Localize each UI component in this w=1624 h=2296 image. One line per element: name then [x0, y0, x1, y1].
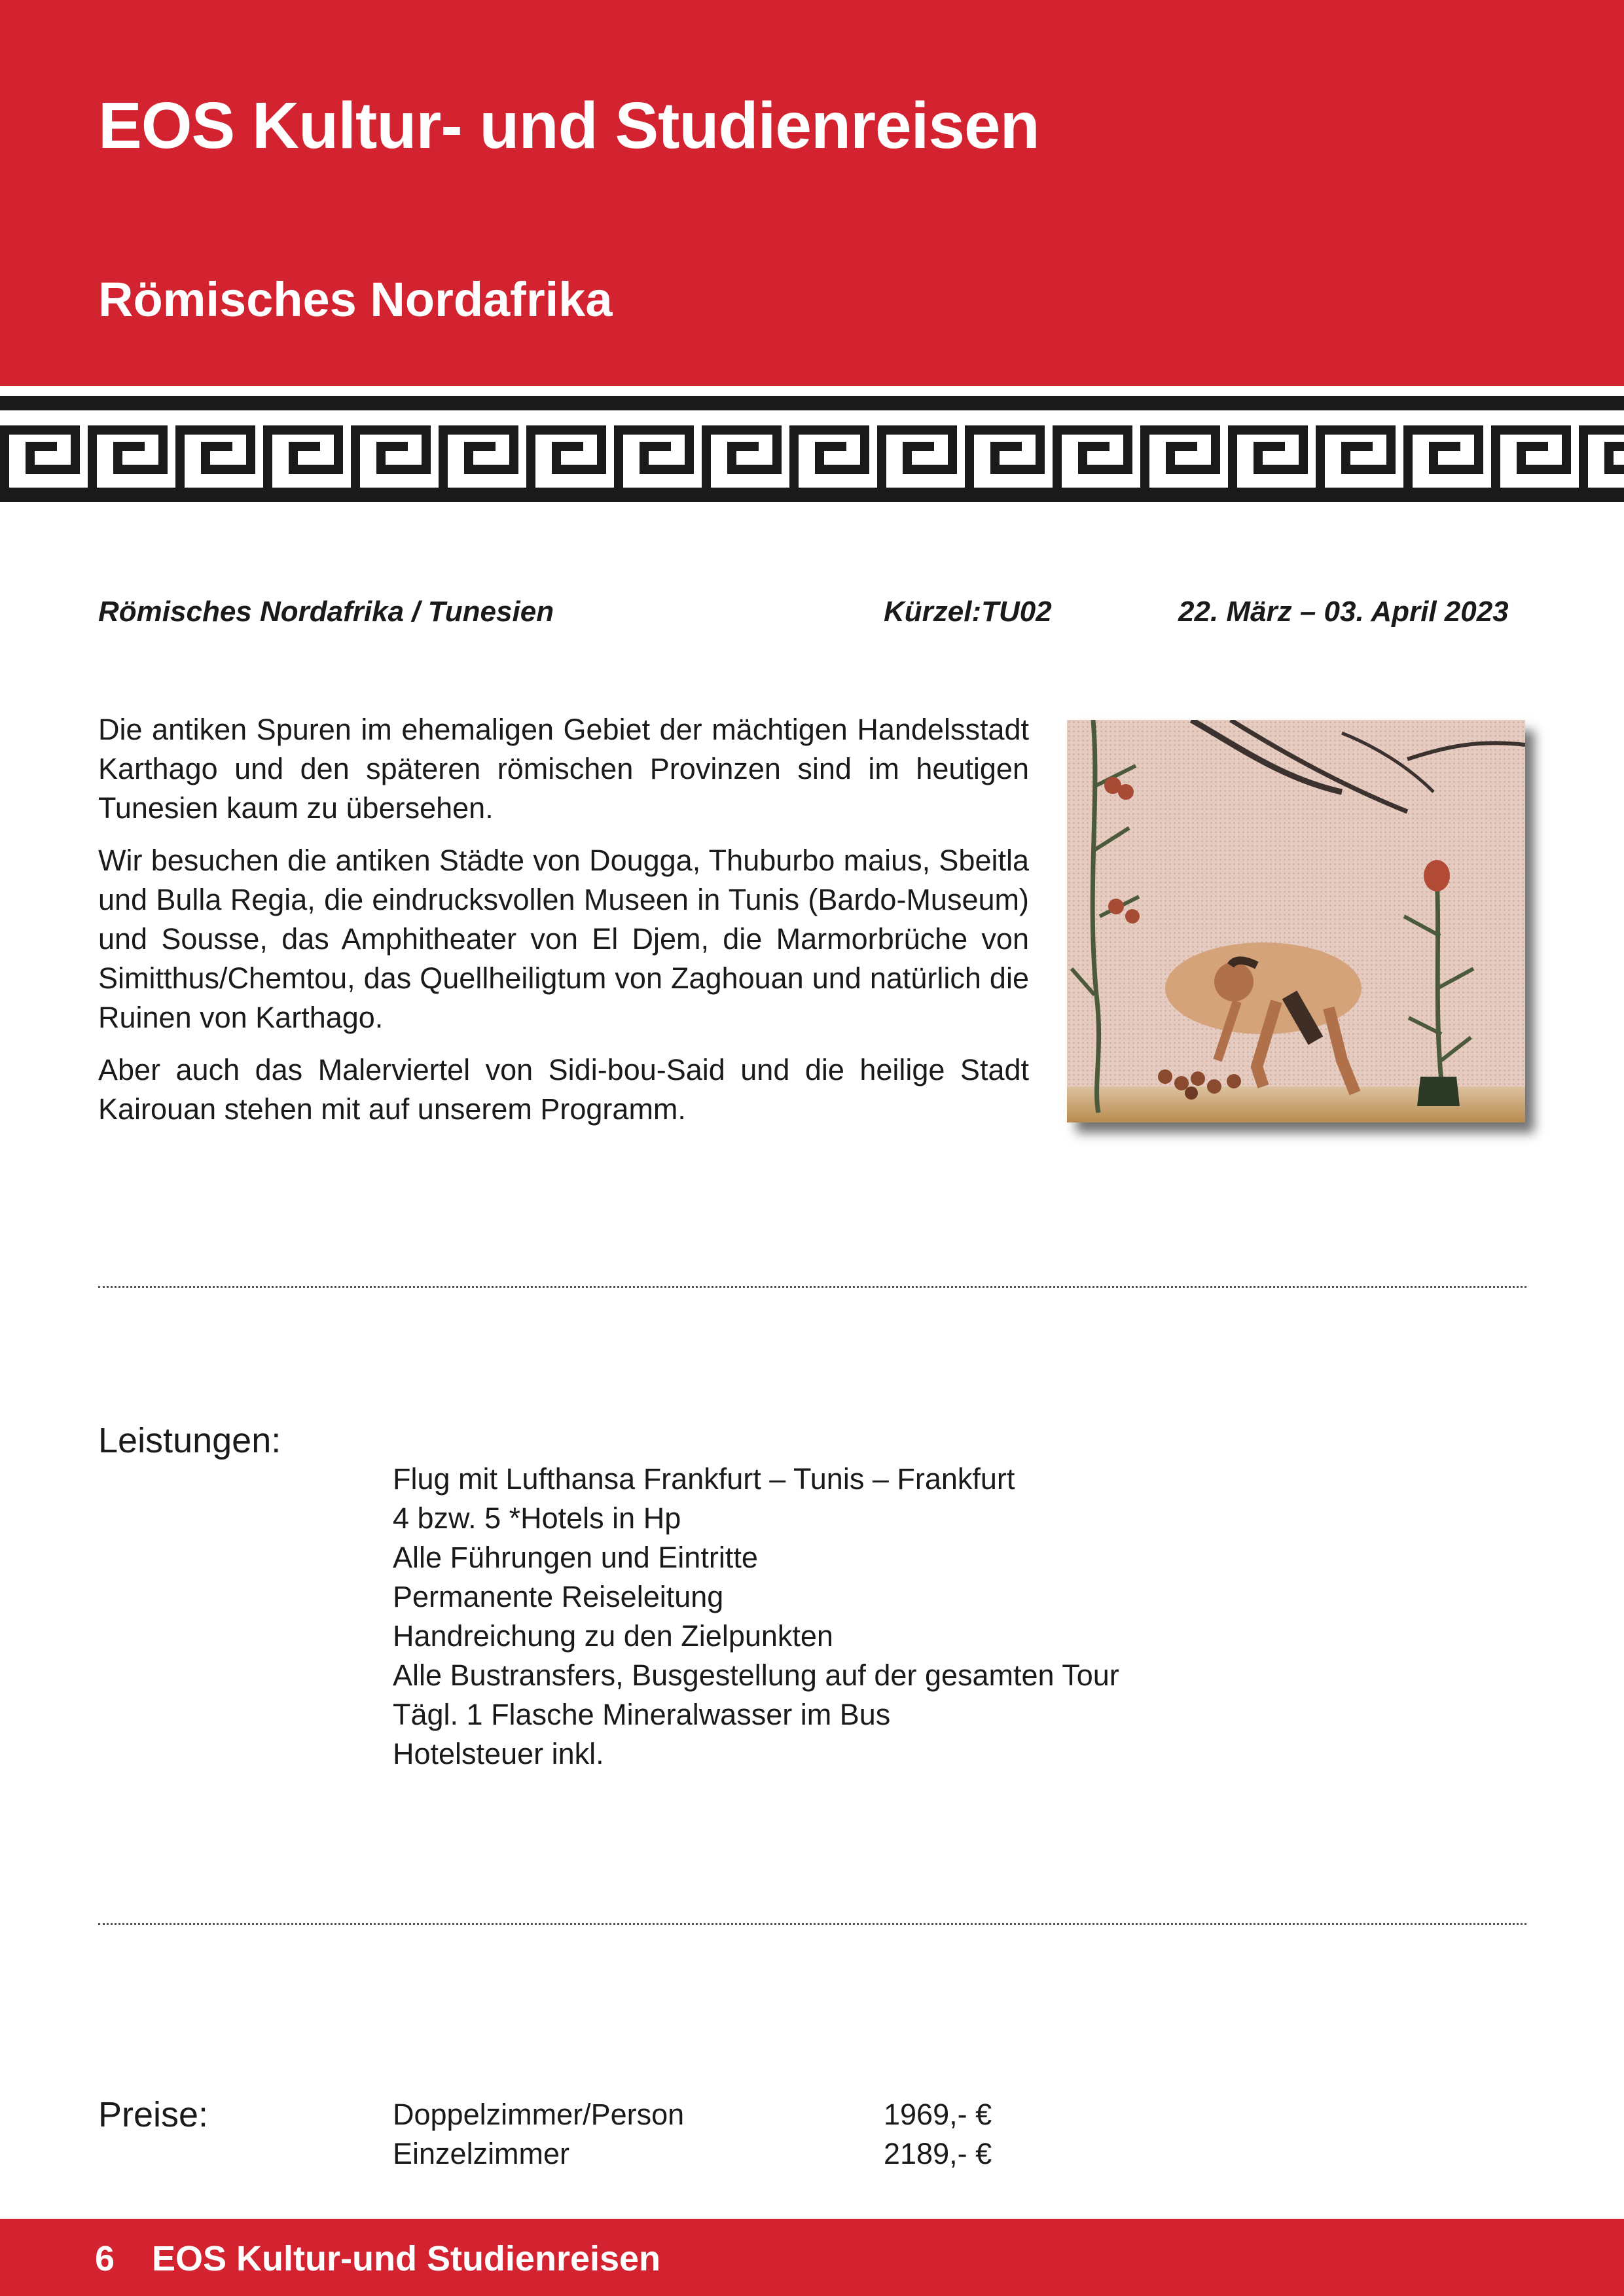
trip-destination: Römisches Nordafrika / Tunesien [98, 596, 554, 628]
price-value: 1969,- € [884, 2098, 992, 2131]
list-item: 4 bzw. 5 *Hotels in Hp [393, 1501, 681, 1535]
list-item: Handreichung zu den Zielpunkten [393, 1619, 833, 1653]
trip-dates: 22. März – 03. April 2023 [1178, 596, 1509, 628]
price-value: 2189,- € [884, 2137, 992, 2170]
list-item: Tägl. 1 Flasche Mineralwasser im Bus [393, 1698, 891, 1731]
services-label: Leistungen: [98, 1421, 281, 1460]
greek-key-border [0, 396, 1624, 511]
price-room-type: Doppelzimmer/Person [393, 2098, 685, 2131]
intro-paragraph: Wir besuchen die antiken Städte von Dougga, Thuburbo maius, Sbeitla und Bulla Regia, die eindrucksvollen Museen in Tunis (Bardo-Museum) und Sousse, das Amphitheater von El Djem, die Marmorbrüche von Simitthus/Chemtou, das Quellheiligtum von Zaghouan und natürlich die Ruinen von Karthago. [98, 844, 1029, 1034]
list-item: Hotelsteuer inkl. [393, 1737, 604, 1770]
intro-paragraph: Die antiken Spuren im ehemaligen Gebiet der mächtigen Handelsstadt Karthago und den späteren römischen Provinzen sind im heutigen Tunesien kaum zu übersehen. [98, 713, 1029, 825]
prices-label: Preise: [98, 2095, 209, 2134]
trip-code: Kürzel:TU02 [884, 596, 1052, 628]
list-item: Alle Bustransfers, Busgestellung auf der gesamten Tour [393, 1659, 1119, 1692]
footer-banner [0, 2219, 1624, 2296]
price-room-type: Einzelzimmer [393, 2137, 570, 2170]
dotted-divider [98, 1923, 1526, 1925]
services-list [393, 1460, 1119, 1774]
header-banner [0, 0, 1624, 386]
intro-paragraph: Aber auch das Malerviertel von Sidi-bou-Said und die heilige Stadt Kairouan stehen mit auf unserem Programm. [98, 1053, 1029, 1126]
page-title: EOS Kultur- und Studienreisen [98, 89, 1039, 162]
list-item: Permanente Reiseleitung [393, 1580, 724, 1613]
footer-title: EOS Kultur-und Studienreisen [152, 2239, 661, 2278]
list-item: Alle Führungen und Eintritte [393, 1541, 758, 1574]
list-item: Flug mit Lufthansa Frankfurt – Tunis – Frankfurt [393, 1462, 1015, 1496]
intro-text [98, 710, 1029, 1142]
page-number: 6 [95, 2239, 115, 2278]
dotted-divider [98, 1286, 1526, 1288]
roman-mosaic-image [1067, 720, 1525, 1122]
page-subtitle: Römisches Nordafrika [98, 272, 613, 327]
